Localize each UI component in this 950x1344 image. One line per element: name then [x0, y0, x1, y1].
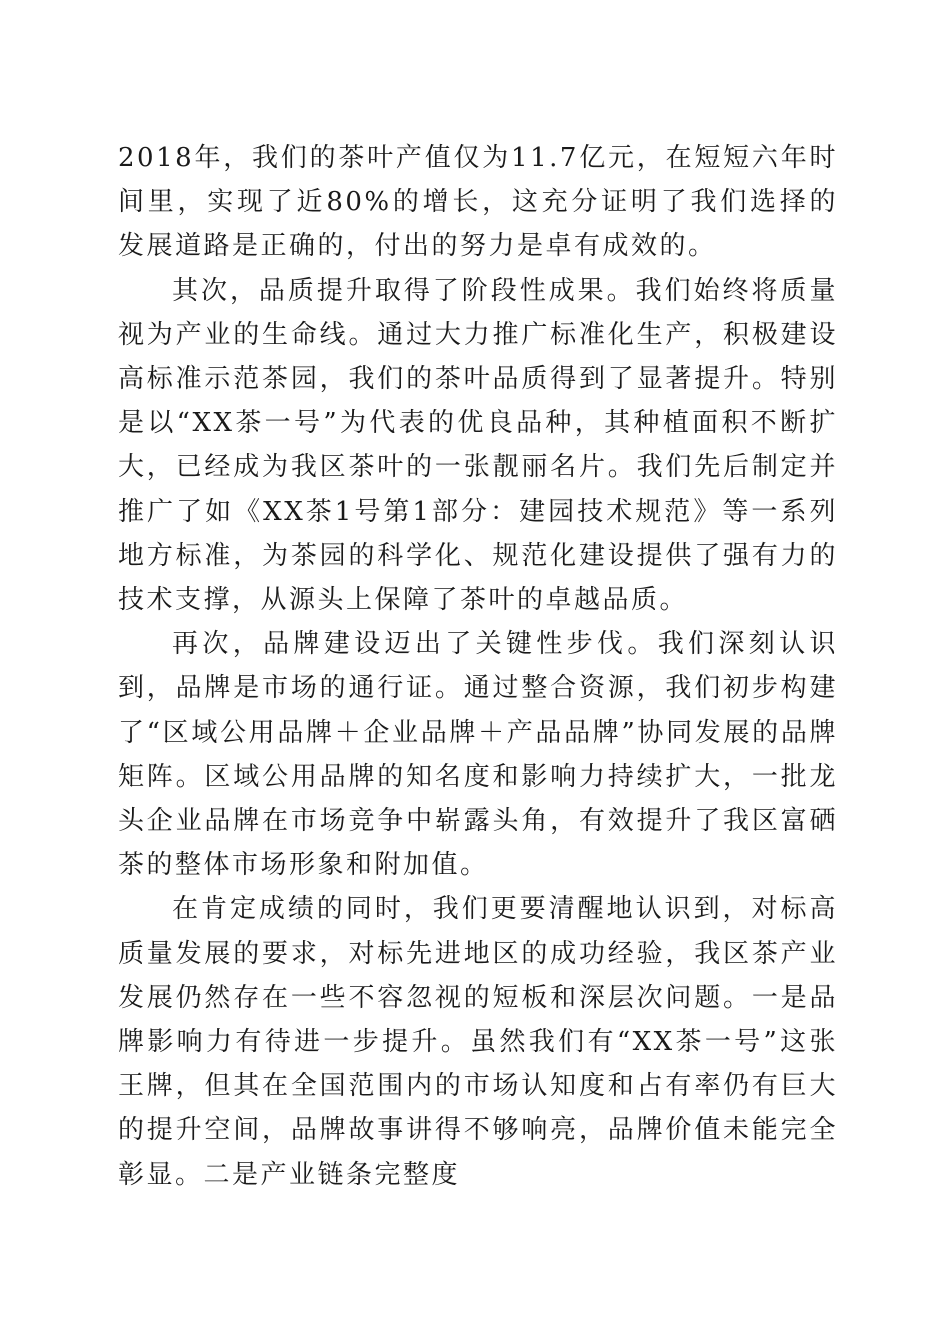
paragraph-4: 在肯定成绩的同时，我们更要清醒地认识到，对标高质量发展的要求，对标先进地区的成功经验，我区茶产业发展仍然存在一些不容忽视的短板和深层次问题。一是品牌影响力有待进一步提升。虽然我们有“XX茶一号”这张王牌，但其在全国范围内的市场认知度和占有率仍有巨大的提升空间，品牌故事讲得不够响亮，品牌价值未能完全彰显。二是产业链条完整度	[118, 894, 838, 1190]
paragraph-2: 其次，品质提升取得了阶段性成果。我们始终将质量视为产业的生命线。通过大力推广标准化生产，积极建设高标准示范茶园，我们的茶叶品质得到了显著提升。特别是以“XX茶一号”为代表的优良品种，其种植面积不断扩大，已经成为我区茶叶的一张靓丽名片。我们先后制定并推广了如《XX茶1号第1部分：建园技术规范》等一系列地方标准，为茶园的科学化、规范化建设提供了强有力的技术支撑，从源头上保障了茶叶的卓越品质。	[118, 275, 838, 616]
paragraph-1: 2018年，我们的茶叶产值仅为11.7亿元，在短短六年时间里，实现了近80%的增长，这充分证明了我们选择的发展道路是正确的，付出的努力是卓有成效的。	[118, 143, 838, 262]
paragraph-3: 再次，品牌建设迈出了关键性步伐。我们深刻认识到，品牌是市场的通行证。通过整合资源，我们初步构建了“区域公用品牌＋企业品牌＋产品品牌”协同发展的品牌矩阵。区域公用品牌的知名度和影响力持续扩大，一批龙头企业品牌在市场竞争中崭露头角，有效提升了我区富硒茶的整体市场形象和附加值。	[118, 629, 838, 881]
document-body	[118, 136, 838, 1197]
